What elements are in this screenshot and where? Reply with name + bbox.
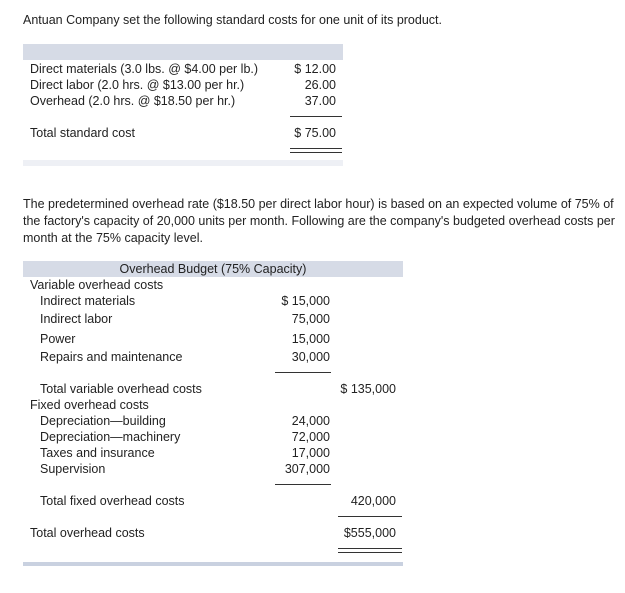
fixed-row-value: 307,000 xyxy=(284,462,330,476)
table-header-bar xyxy=(23,44,343,60)
overhead-paragraph xyxy=(23,196,625,247)
fixed-row-value: 72,000 xyxy=(291,430,330,444)
variable-row-label: Power xyxy=(40,332,76,346)
variable-row-label: Indirect materials xyxy=(40,294,136,308)
variable-row-value: $ 15,000 xyxy=(281,294,330,308)
fixed-row-label: Depreciation—building xyxy=(40,414,166,428)
variable-row-value: 30,000 xyxy=(291,350,330,364)
total-fixed-value: 420,000 xyxy=(350,494,396,508)
variable-row-label: Indirect labor xyxy=(40,312,113,326)
paragraph-line: the factory's capacity of 20,000 units per month. Following are the company's budgeted overhead costs per xyxy=(23,214,615,228)
fixed-heading: Fixed overhead costs xyxy=(30,398,149,412)
intro-text: Antuan Company set the following standard costs for one unit of its product. xyxy=(23,13,442,27)
budget-footer-bar xyxy=(23,562,403,566)
double-rule-top xyxy=(290,148,342,149)
double-rule-top xyxy=(338,548,402,549)
variable-row-label: Repairs and maintenance xyxy=(40,350,183,364)
fixed-row-value: 17,000 xyxy=(291,446,330,460)
std-total-label: Total standard cost xyxy=(30,126,135,140)
budget-title: Overhead Budget (75% Capacity) xyxy=(119,262,307,276)
fixed-row-label: Supervision xyxy=(40,462,106,476)
subtotal-rule xyxy=(338,516,402,517)
variable-row-value: 75,000 xyxy=(291,312,330,326)
total-variable-label: Total variable overhead costs xyxy=(40,382,202,396)
double-rule-bottom xyxy=(338,552,402,553)
paragraph-line: The predetermined overhead rate ($18.50 per direct labor hour) is based on an expected volume of 75% of xyxy=(23,197,614,211)
subtotal-rule xyxy=(290,116,342,117)
total-overhead-value: $555,000 xyxy=(343,526,396,540)
total-fixed-label: Total fixed overhead costs xyxy=(40,494,185,508)
std-row-value: 37.00 xyxy=(304,94,336,108)
double-rule-bottom xyxy=(290,152,342,153)
fixed-row-label: Taxes and insurance xyxy=(40,446,155,460)
total-variable-value: $ 135,000 xyxy=(340,382,396,396)
std-row-label: Direct materials (3.0 lbs. @ $4.00 per lb.) xyxy=(30,62,259,76)
fixed-row-value: 24,000 xyxy=(291,414,330,428)
table-footer-bar xyxy=(23,160,343,166)
std-row-value: 26.00 xyxy=(304,78,336,92)
subtotal-rule xyxy=(275,484,331,485)
std-row-label: Overhead (2.0 hrs. @ $18.50 per hr.) xyxy=(30,94,236,108)
variable-heading: Variable overhead costs xyxy=(30,278,164,292)
variable-row-value: 15,000 xyxy=(291,332,330,346)
std-total-value: $ 75.00 xyxy=(294,126,336,140)
total-overhead-label: Total overhead costs xyxy=(30,526,145,540)
paragraph-line: month at the 75% capacity level. xyxy=(23,231,203,245)
std-row-label: Direct labor (2.0 hrs. @ $13.00 per hr.) xyxy=(30,78,245,92)
subtotal-rule xyxy=(275,372,331,373)
std-row-value: $ 12.00 xyxy=(294,62,336,76)
fixed-row-label: Depreciation—machinery xyxy=(40,430,181,444)
